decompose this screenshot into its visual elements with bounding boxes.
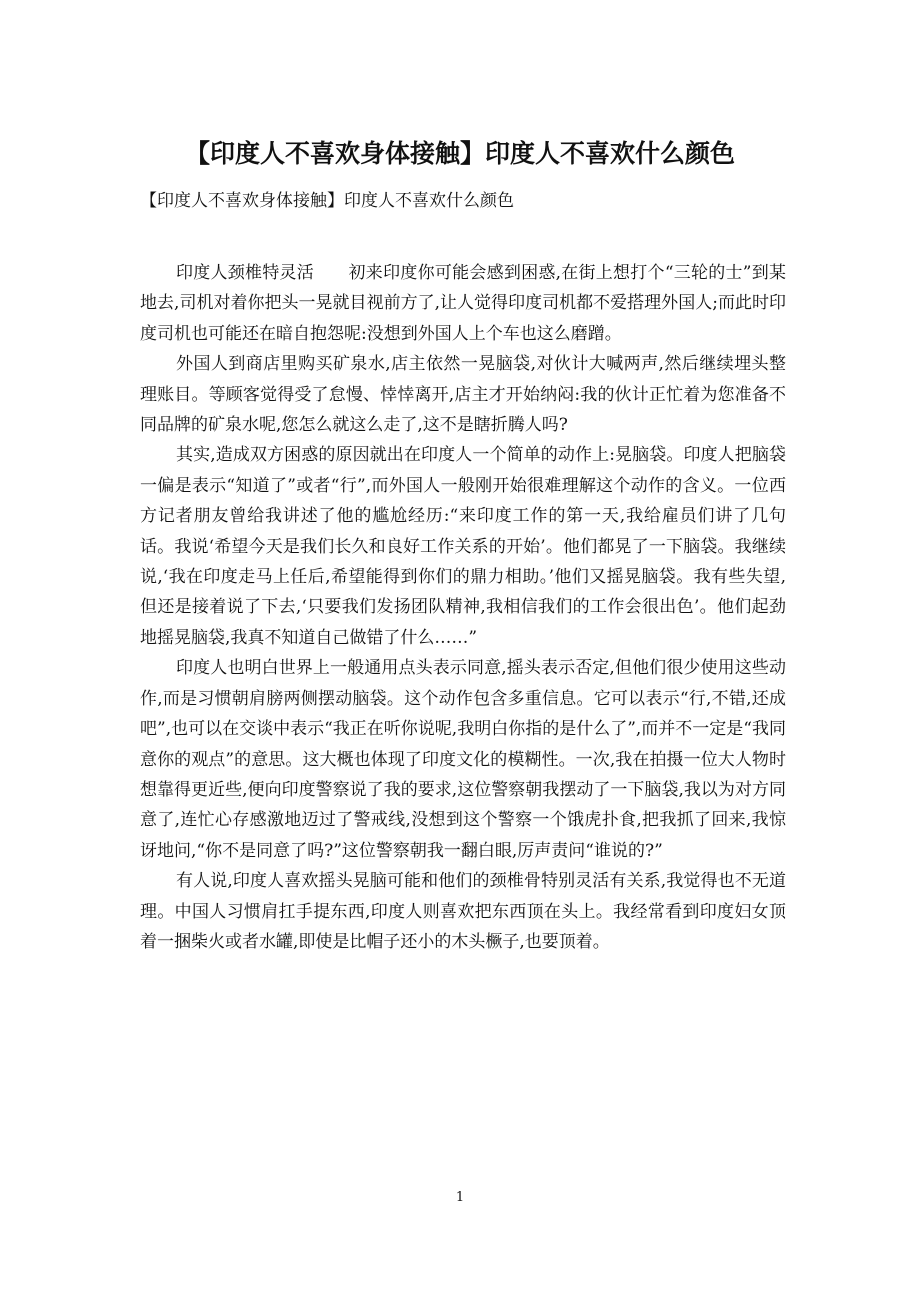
body-paragraph: 其实,造成双方困惑的原因就出在印度人一个简单的动作上:晃脑袋。印度人把脑袋一偏是表示“知道了”或者“行”,而外国人一般刚开始很难理解这个动作的含义。一位西方记者朋友曾给我讲述了他的尴尬经历:“来印度工作的第一天,我给雇员们讲了几句话。我说‘希望今天是我们长久和良好工作关系的开始’。他们都晃了一下脑袋。我继续说,‘我在印度走马上任后,希望能得到你们的鼎力相助。’他们又摇晃脑袋。我有些失望,但还是接着说了下去,‘只要我们发扬团队精神,我相信我们的工作会很出色’。他们起劲地摇晃脑袋,我真不知道自己做错了什么……” bbox=[140, 445, 786, 648]
body-paragraph: 有人说,印度人喜欢摇头晃脑可能和他们的颈椎骨特别灵活有关系,我觉得也不无道理。中国人习惯肩扛手提东西,印度人则喜欢把东西顶在头上。我经常看到印度妇女顶着一捆柴火或者水罐,即使是比帽子还小的木头橛子,也要顶着。 bbox=[140, 871, 786, 952]
page-number: 1 bbox=[455, 1190, 465, 1205]
body-paragraph: 外国人到商店里购买矿泉水,店主依然一晃脑袋,对伙计大喊两声,然后继续埋头整理账目。等顾客觉得受了怠慢、悻悻离开,店主才开始纳闷:我的伙计正忙着为您准备不同品牌的矿泉水呢,您怎么就这么走了,这不是瞎折腾人吗? bbox=[140, 354, 786, 436]
body-paragraph: 印度人也明白世界上一般通用点头表示同意,摇头表示否定,但他们很少使用这些动作,而是习惯朝肩膀两侧摆动脑袋。这个动作包含多重信息。它可以表示“行,不错,还成吧”,也可以在交谈中表示“我正在听你说呢,我明白你指的是什么了”,而并不一定是“我同意你的观点”的意思。这大概也体现了印度文化的模糊性。一次,我在拍摄一位大人物时想靠得更近些,便向印度警察说了我的要求,这位警察朝我摆动了一下脑袋,我以为对方同意了,连忙心存感激地迈过了警戒线,没想到这个警察一个饿虎扑食,把我抓了回来,我惊讶地问,“你不是同意了吗?”这位警察朝我一翻白眼,厉声责问“谁说的?” bbox=[140, 658, 786, 861]
document-subtitle: 【印度人不喜欢身体接触】印度人不喜欢什么颜色 bbox=[140, 191, 514, 211]
document-body bbox=[140, 258, 786, 957]
body-paragraph: 印度人颈椎特灵活 初来印度你可能会感到困惑,在街上想打个“三轮的士”到某地去,司机对着你把头一晃就目视前方了,让人觉得印度司机都不爱搭理外国人;而此时印度司机也可能还在暗自抱怨呢:没想到外国人上个车也这么磨蹭。 bbox=[140, 263, 786, 344]
document-title: 【印度人不喜欢身体接触】印度人不喜欢什么颜色 bbox=[184, 139, 735, 168]
